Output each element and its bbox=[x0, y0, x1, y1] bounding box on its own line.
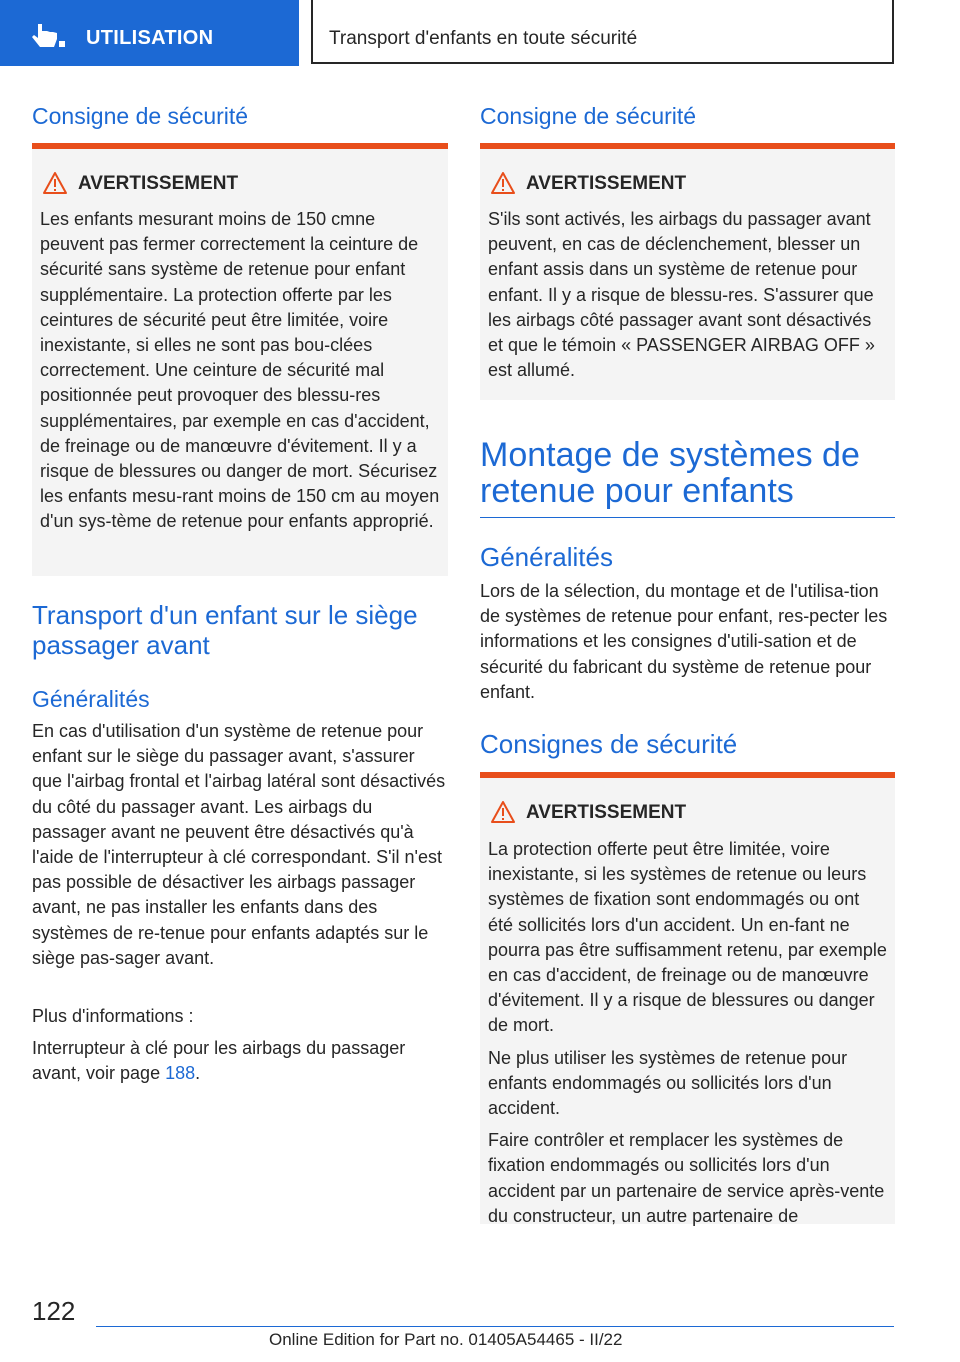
warning-text-2: Ne plus utiliser les systèmes de retenue pour enfants endommagés ou sollicités lors d'un accident. bbox=[488, 1047, 848, 1119]
chapter-title: Transport d'enfants en toute sécurité bbox=[329, 28, 638, 49]
warning-text: S'ils sont activés, les airbags du passager avant peuvent, en cas de déclenchement, blesser un enfant assis dans un système de retenue pour enfant. Il y a risque de blessu-res. S'assurer que les airbags côté passager avant sont désactivés et que le témoin « PASSENGER AIRBAG OFF » est allumé. bbox=[488, 209, 875, 381]
warning-box-2 bbox=[480, 143, 895, 400]
chapter-heading-mounting: Montage de systèmes de retenue pour enfants bbox=[480, 436, 860, 510]
safety-heading-right: Consigne de sécurité bbox=[480, 103, 697, 129]
safety-heading-left: Consigne de sécurité bbox=[32, 103, 249, 129]
key-switch-end: . bbox=[195, 1063, 201, 1084]
key-switch-text: Interrupteur à clé pour les airbags du passager avant, voir page bbox=[32, 1038, 406, 1084]
footer-edition: Online Edition for Part no. 01405A54465 - II/22 bbox=[269, 1330, 623, 1349]
warning-triangle-icon bbox=[490, 171, 516, 195]
page-header bbox=[0, 0, 960, 66]
warning-box-3 bbox=[480, 772, 895, 1224]
subheading-generalites-right: Généralités bbox=[480, 542, 613, 572]
subheading-generalites-left: Généralités bbox=[32, 686, 150, 712]
safety-heading-2: Consignes de sécurité bbox=[480, 729, 738, 759]
warning-text-1: La protection offerte peut être limitée, voire inexistante, si les systèmes de retenue ou leurs systèmes de fixation sont endommagés ou ont été sollicités lors d'un accident. Un en-fant ne pourra pas être suffisamment retenu, par exemple en cas d'accident, de freinage ou de manœuvre d'évitement. Il y a risque de blessures ou danger de mort. bbox=[488, 839, 887, 1036]
warning-title: AVERTISSEMENT bbox=[526, 173, 687, 194]
chapter-title-box bbox=[311, 0, 894, 64]
paragraph-mounting: Lors de la sélection, du montage et de l'utilisa-tion de systèmes de retenue pour enfant, res-pecter les informations et les consignes d'utili-sation et de sécurité du fabricant du système de retenue pour enfant. bbox=[480, 581, 888, 702]
footer-rule bbox=[96, 1326, 894, 1327]
section-heading-passenger-seat: Transport d'un enfant sur le siège passager avant bbox=[32, 600, 418, 660]
warning-title: AVERTISSEMENT bbox=[78, 173, 239, 194]
warning-text: Les enfants mesurant moins de 150 cmne peuvent pas fermer correctement la ceinture de sécurité sans système de retenue pour enfant supplémentaire. La protection offerte par les ceintures de sécurité peut être limitée, voire inexistante, si elles ne sont pas bou-clées correctement. Une ceinture de sécurité mal positionnée peut provoquer des blessu-res supplémentaires, par exemple en cas d'accident, de freinage ou de manœuvre d'évitement. Il y a risque de blessures ou danger de mort. Sécurisez les enfants mesu-rant moins de 150 cm au moyen d'un sys-tème de retenue pour enfants approprié. bbox=[40, 209, 440, 532]
heading-rule bbox=[480, 517, 895, 518]
section-label: UTILISATION bbox=[86, 27, 214, 49]
page-number: 122 bbox=[32, 1296, 76, 1326]
page-link-188[interactable]: 188 bbox=[165, 1063, 196, 1084]
warning-body bbox=[40, 207, 440, 542]
warning-body bbox=[488, 837, 887, 1236]
section-tab bbox=[0, 0, 299, 66]
paragraph-key-switch bbox=[32, 1036, 448, 1086]
hand-pointer-icon bbox=[32, 22, 66, 50]
warning-body bbox=[488, 207, 887, 390]
warning-triangle-icon bbox=[490, 800, 516, 824]
warning-text-3: Faire contrôler et remplacer les systèmes de fixation endommagés ou sollicités lors d'un accident par un partenaire de service après-vente du constructeur, un autre partenaire de bbox=[488, 1130, 885, 1226]
warning-box-1 bbox=[32, 143, 448, 576]
warning-triangle-icon bbox=[42, 171, 68, 195]
paragraph-passenger-airbag: En cas d'utilisation d'un système de retenue pour enfant sur le siège du passager avant, s'assurer que l'airbag frontal et l'airbag latéral sont désactivés du côté du passager avant. Les airbags du passager avant ne peuvent être désactivés qu'à l'aide de l'interrupteur à clé correspondant. S'il n'est pas possible de désactiver les airbags passager avant, ne pas installer les enfants dans des systèmes de re-tenue pour enfants adaptés sur le siège pas-sager avant. bbox=[32, 721, 446, 968]
warning-title: AVERTISSEMENT bbox=[526, 802, 687, 823]
paragraph-more-info: Plus d'informations : bbox=[32, 1006, 194, 1026]
